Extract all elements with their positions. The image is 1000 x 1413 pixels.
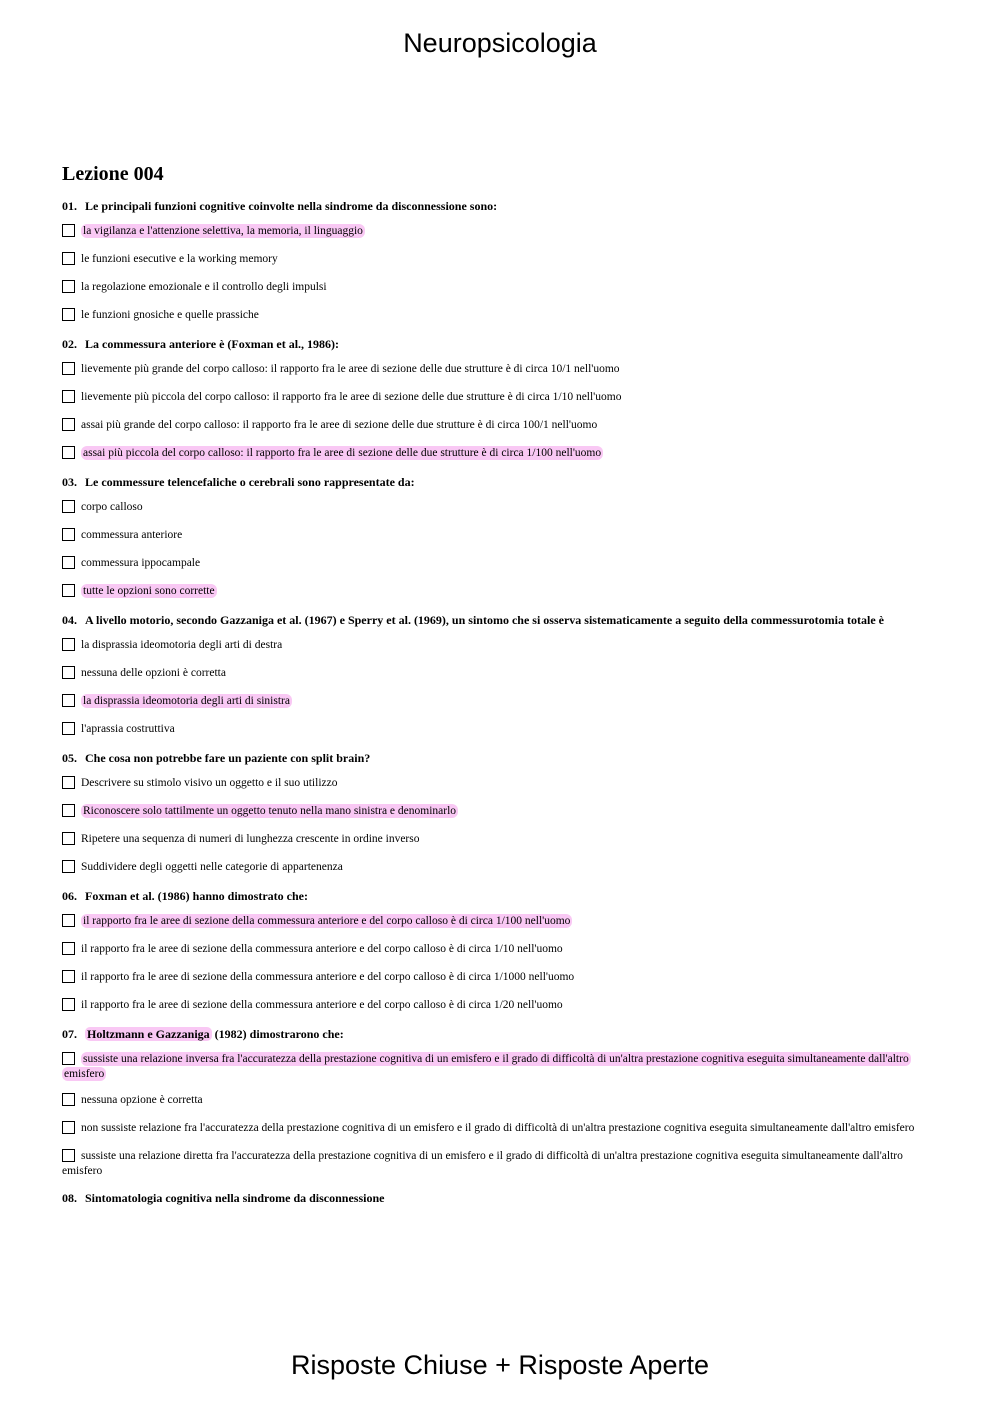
option-text: lievemente più piccola del corpo calloso: il rapporto fra le aree di sezione delle due strutture è di circa 1/10 nell'uomo bbox=[81, 391, 622, 403]
question-text bbox=[62, 474, 938, 490]
option-text: Ripetere una sequenza di numeri di lunghezza crescente in ordine inverso bbox=[81, 833, 420, 845]
question-label: Sintomatologia cognitiva nella sindrome da disconnessione bbox=[85, 1191, 385, 1205]
question-text bbox=[62, 888, 938, 904]
question-text bbox=[62, 336, 938, 352]
answer-checkbox[interactable] bbox=[62, 446, 75, 459]
answer-checkbox[interactable] bbox=[62, 860, 75, 873]
question-number: 04. bbox=[62, 613, 77, 627]
answer-checkbox[interactable] bbox=[62, 556, 75, 569]
option-text: nessuna opzione è corretta bbox=[81, 1094, 203, 1106]
option-text: le funzioni gnosiche e quelle prassiche bbox=[81, 309, 259, 321]
option-text-highlighted: sussiste una relazione inversa fra l'accuratezza della prestazione cognitiva di un emisfero e il grado di difficoltà di un'altra prestazione cognitiva eseguita simultaneamente dall'altro emisfero bbox=[64, 1053, 909, 1080]
answer-option[interactable] bbox=[62, 666, 938, 683]
option-text-highlighted: il rapporto fra le aree di sezione della commessura anteriore e del corpo calloso è di circa 1/100 nell'uomo bbox=[83, 915, 571, 927]
answer-option[interactable] bbox=[62, 694, 938, 711]
answer-option[interactable] bbox=[62, 556, 938, 573]
question-04 bbox=[62, 612, 938, 739]
option-text: il rapporto fra le aree di sezione della commessura anteriore e del corpo calloso è di circa 1/20 nell'uomo bbox=[81, 999, 563, 1011]
answer-option[interactable] bbox=[62, 224, 938, 241]
answer-checkbox[interactable] bbox=[62, 638, 75, 651]
question-label: Che cosa non potrebbe fare un paziente con split brain? bbox=[85, 751, 371, 765]
option-text: la disprassia ideomotoria degli arti di destra bbox=[81, 639, 283, 651]
answer-option[interactable] bbox=[62, 1121, 938, 1138]
question-label: Foxman et al. (1986) hanno dimostrato che: bbox=[85, 889, 308, 903]
option-text: sussiste una relazione diretta fra l'accuratezza della prestazione cognitiva di un emisfero e il grado di difficoltà di un'altra prestazione cognitiva eseguita simultaneamente dall'altro emisfero bbox=[62, 1150, 903, 1177]
answer-checkbox[interactable] bbox=[62, 224, 75, 237]
answer-option[interactable] bbox=[62, 998, 938, 1015]
answer-option[interactable] bbox=[62, 832, 938, 849]
question-label: (1982) dimostrarono che: bbox=[211, 1027, 344, 1041]
question-number: 05. bbox=[62, 751, 77, 765]
question-05 bbox=[62, 750, 938, 877]
answer-option[interactable] bbox=[62, 584, 938, 601]
question-03 bbox=[62, 474, 938, 601]
answer-checkbox[interactable] bbox=[62, 252, 75, 265]
answer-checkbox[interactable] bbox=[62, 390, 75, 403]
answer-checkbox[interactable] bbox=[62, 942, 75, 955]
page-footer-title: Risposte Chiuse + Risposte Aperte bbox=[291, 1350, 709, 1380]
answer-option[interactable] bbox=[62, 500, 938, 517]
question-02 bbox=[62, 336, 938, 463]
option-text: non sussiste relazione fra l'accuratezza della prestazione cognitiva di un emisfero e il grado di difficoltà di un'altra prestazione cognitiva eseguita simultaneamente dall'altro emisfero bbox=[81, 1122, 915, 1134]
option-text: il rapporto fra le aree di sezione della commessura anteriore e del corpo calloso è di circa 1/10 nell'uomo bbox=[81, 943, 563, 955]
answer-option[interactable] bbox=[62, 970, 938, 987]
option-text: Suddividere degli oggetti nelle categorie di appartenenza bbox=[81, 861, 343, 873]
answer-option[interactable] bbox=[62, 390, 938, 407]
answer-option[interactable] bbox=[62, 308, 938, 325]
question-07 bbox=[62, 1026, 938, 1179]
answer-option[interactable] bbox=[62, 722, 938, 739]
option-text: corpo calloso bbox=[81, 501, 143, 513]
question-08 bbox=[62, 1190, 938, 1206]
answer-option[interactable] bbox=[62, 804, 938, 821]
answer-checkbox[interactable] bbox=[62, 1149, 75, 1162]
answer-checkbox[interactable] bbox=[62, 1052, 75, 1065]
question-label: A livello motorio, secondo Gazzaniga et al. (1967) e Sperry et al. (1969), un sintomo che si osserva sistematicamente a seguito della commessurotomia totale è bbox=[85, 613, 884, 627]
option-text-highlighted: assai più piccola del corpo calloso: il rapporto fra le aree di sezione delle due strutture è di circa 1/100 nell'uomo bbox=[83, 447, 602, 459]
question-text bbox=[62, 750, 938, 766]
answer-checkbox[interactable] bbox=[62, 1121, 75, 1134]
option-text-highlighted: la vigilanza e l'attenzione selettiva, la memoria, il linguaggio bbox=[83, 225, 363, 237]
question-number: 08. bbox=[62, 1191, 77, 1205]
answer-checkbox[interactable] bbox=[62, 776, 75, 789]
answer-checkbox[interactable] bbox=[62, 308, 75, 321]
quiz-content bbox=[62, 160, 938, 1217]
question-label-highlighted: Holtzmann e Gazzaniga bbox=[87, 1027, 210, 1041]
question-text bbox=[62, 198, 938, 214]
answer-option[interactable] bbox=[62, 1093, 938, 1110]
answer-checkbox[interactable] bbox=[62, 722, 75, 735]
question-01 bbox=[62, 198, 938, 325]
option-text: assai più grande del corpo calloso: il rapporto fra le aree di sezione delle due strutture è di circa 100/1 nell'uomo bbox=[81, 419, 598, 431]
answer-option[interactable] bbox=[62, 446, 938, 463]
question-number: 07. bbox=[62, 1027, 77, 1041]
option-text: nessuna delle opzioni è corretta bbox=[81, 667, 226, 679]
answer-option[interactable] bbox=[62, 280, 938, 297]
option-text: Descrivere su stimolo visivo un oggetto e il suo utilizzo bbox=[81, 777, 338, 789]
answer-option[interactable] bbox=[62, 914, 938, 931]
option-text: lievemente più grande del corpo calloso: il rapporto fra le aree di sezione delle due strutture è di circa 10/1 nell'uomo bbox=[81, 363, 620, 375]
answer-checkbox[interactable] bbox=[62, 970, 75, 983]
answer-checkbox[interactable] bbox=[62, 500, 75, 513]
option-text: commessura ippocampale bbox=[81, 557, 201, 569]
option-text-highlighted: tutte le opzioni sono corrette bbox=[83, 585, 215, 597]
answer-checkbox[interactable] bbox=[62, 694, 75, 707]
question-label: Le commessure telencefaliche o cerebrali sono rappresentate da: bbox=[85, 475, 415, 489]
question-number: 02. bbox=[62, 337, 77, 351]
page-header-title: Neuropsicologia bbox=[403, 28, 597, 58]
answer-checkbox[interactable] bbox=[62, 1093, 75, 1106]
option-text: le funzioni esecutive e la working memory bbox=[81, 253, 278, 265]
option-text-highlighted: Riconoscere solo tattilmente un oggetto tenuto nella mano sinistra e denominarlo bbox=[83, 805, 457, 817]
answer-checkbox[interactable] bbox=[62, 804, 75, 817]
answer-option[interactable] bbox=[62, 776, 938, 793]
answer-checkbox[interactable] bbox=[62, 362, 75, 375]
answer-checkbox[interactable] bbox=[62, 832, 75, 845]
question-text bbox=[62, 1026, 938, 1042]
question-number: 03. bbox=[62, 475, 77, 489]
answer-option[interactable] bbox=[62, 418, 938, 435]
lesson-title: Lezione 004 bbox=[62, 163, 164, 185]
question-06 bbox=[62, 888, 938, 1015]
answer-checkbox[interactable] bbox=[62, 584, 75, 597]
answer-option[interactable] bbox=[62, 528, 938, 545]
answer-option[interactable] bbox=[62, 1052, 938, 1082]
answer-option[interactable] bbox=[62, 860, 938, 877]
question-label: Le principali funzioni cognitive coinvolte nella sindrome da disconnessione sono: bbox=[85, 199, 498, 213]
answer-option[interactable] bbox=[62, 252, 938, 269]
answer-checkbox[interactable] bbox=[62, 914, 75, 927]
option-text: l'aprassia costruttiva bbox=[81, 723, 175, 735]
option-text-highlighted: la disprassia ideomotoria degli arti di sinistra bbox=[83, 695, 290, 707]
question-text bbox=[62, 612, 938, 628]
option-text: commessura anteriore bbox=[81, 529, 183, 541]
question-text bbox=[62, 1190, 938, 1206]
answer-option[interactable] bbox=[62, 1149, 938, 1179]
answer-checkbox[interactable] bbox=[62, 666, 75, 679]
answer-checkbox[interactable] bbox=[62, 418, 75, 431]
question-number: 01. bbox=[62, 199, 77, 213]
question-number: 06. bbox=[62, 889, 77, 903]
answer-checkbox[interactable] bbox=[62, 528, 75, 541]
option-text: la regolazione emozionale e il controllo degli impulsi bbox=[81, 281, 327, 293]
answer-checkbox[interactable] bbox=[62, 998, 75, 1011]
answer-option[interactable] bbox=[62, 362, 938, 379]
option-text: il rapporto fra le aree di sezione della commessura anteriore e del corpo calloso è di circa 1/1000 nell'uomo bbox=[81, 971, 575, 983]
answer-option[interactable] bbox=[62, 638, 938, 655]
question-label: La commessura anteriore è (Foxman et al., 1986): bbox=[85, 337, 340, 351]
answer-option[interactable] bbox=[62, 942, 938, 959]
answer-checkbox[interactable] bbox=[62, 280, 75, 293]
